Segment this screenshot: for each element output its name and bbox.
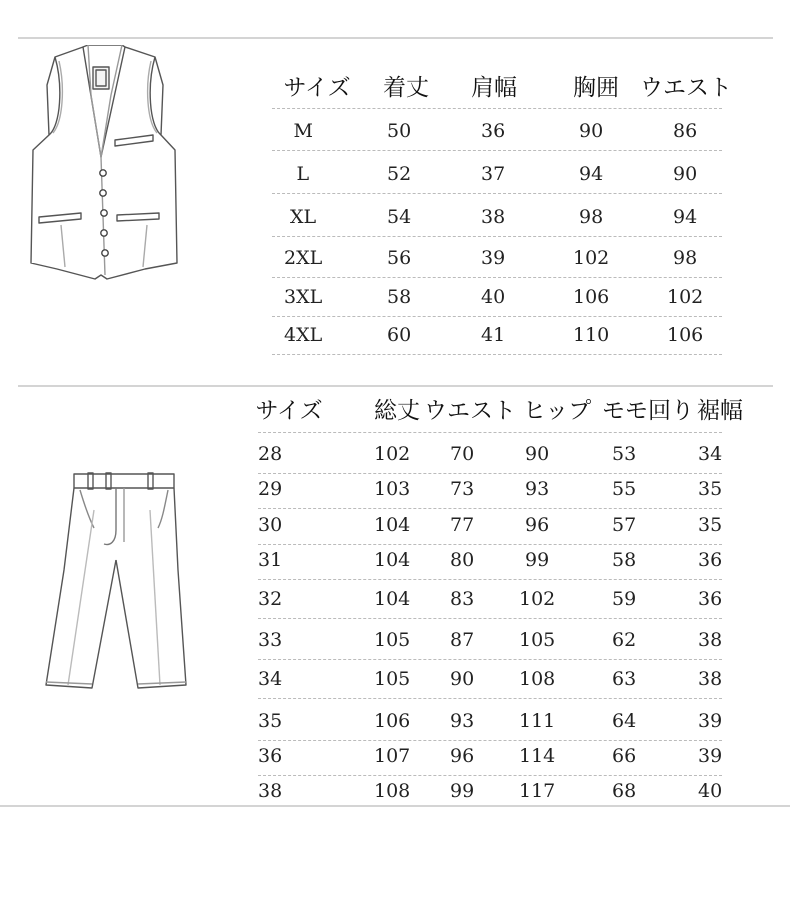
pants-cell-r3-c2: 80 <box>450 549 475 571</box>
pants-cell-r1-c2: 73 <box>450 478 475 500</box>
vest-cell-r3-c0: 2XL <box>284 247 323 269</box>
pants-header-3: ヒップ <box>523 398 592 424</box>
pants-cell-r8-c0: 36 <box>258 745 283 767</box>
pants-header-1: 総丈 <box>374 398 420 424</box>
pants-cell-r0-c3: 90 <box>525 443 550 465</box>
pants-cell-r5-c3: 105 <box>519 629 556 651</box>
vest-cell-r1-c2: 37 <box>481 163 506 185</box>
pants-cell-r8-c5: 39 <box>698 745 723 767</box>
pants-cell-r4-c5: 36 <box>698 588 723 610</box>
pants-row-divider <box>258 740 722 741</box>
pants-cell-r4-c1: 104 <box>374 588 411 610</box>
pants-cell-r0-c5: 34 <box>698 443 723 465</box>
pants-header-4: モモ回り <box>602 398 694 424</box>
pants-cell-r2-c5: 35 <box>698 514 723 536</box>
pants-cell-r5-c0: 33 <box>258 629 283 651</box>
pants-header-5: 裾幅 <box>697 398 743 424</box>
pants-cell-r7-c5: 39 <box>698 710 723 732</box>
pants-cell-r2-c4: 57 <box>612 514 637 536</box>
pants-cell-r2-c1: 104 <box>374 514 411 536</box>
vest-cell-r0-c0: M <box>293 120 313 142</box>
vest-row-divider <box>272 236 722 237</box>
pants-header-divider <box>258 432 722 433</box>
vest-header-3: 胸囲 <box>573 75 619 101</box>
vest-header-4: ウエスト <box>640 75 732 101</box>
pants-cell-r6-c0: 34 <box>258 668 283 690</box>
vest-cell-r2-c2: 38 <box>481 206 506 228</box>
vest-cell-r2-c0: XL <box>290 206 317 228</box>
vest-cell-r4-c4: 102 <box>667 286 704 308</box>
pants-cell-r6-c4: 63 <box>612 668 637 690</box>
vest-cell-r3-c3: 102 <box>573 247 610 269</box>
vest-row-divider <box>272 277 722 278</box>
pants-row-divider <box>258 775 722 776</box>
pants-cell-r9-c4: 68 <box>612 780 637 802</box>
pants-cell-r1-c5: 35 <box>698 478 723 500</box>
pants-cell-r7-c3: 111 <box>519 710 556 732</box>
bottom-divider <box>0 805 790 807</box>
vest-cell-r3-c4: 98 <box>673 247 698 269</box>
pants-cell-r3-c1: 104 <box>374 549 411 571</box>
pants-cell-r0-c0: 28 <box>258 443 283 465</box>
pants-cell-r6-c2: 90 <box>450 668 475 690</box>
pants-row-divider <box>258 698 722 699</box>
pants-cell-r5-c5: 38 <box>698 629 723 651</box>
pants-cell-r9-c2: 99 <box>450 780 475 802</box>
pants-cell-r4-c2: 83 <box>450 588 475 610</box>
pants-cell-r6-c1: 105 <box>374 668 411 690</box>
pants-cell-r5-c2: 87 <box>450 629 475 651</box>
middle-divider <box>18 385 773 387</box>
vest-cell-r2-c3: 98 <box>579 206 604 228</box>
pants-cell-r4-c4: 59 <box>612 588 637 610</box>
pants-cell-r8-c2: 96 <box>450 745 475 767</box>
vest-header-divider <box>272 108 722 109</box>
pants-cell-r9-c3: 117 <box>519 780 556 802</box>
pants-cell-r8-c4: 66 <box>612 745 637 767</box>
vest-cell-r0-c2: 36 <box>481 120 506 142</box>
pants-cell-r7-c2: 93 <box>450 710 475 732</box>
pants-cell-r3-c0: 31 <box>258 549 283 571</box>
vest-cell-r1-c1: 52 <box>387 163 412 185</box>
vest-cell-r1-c0: L <box>296 163 310 185</box>
pants-cell-r0-c2: 70 <box>450 443 475 465</box>
pants-cell-r3-c4: 58 <box>612 549 637 571</box>
pants-cell-r8-c3: 114 <box>519 745 556 767</box>
vest-cell-r2-c4: 94 <box>673 206 698 228</box>
vest-cell-r5-c2: 41 <box>481 324 506 346</box>
pants-cell-r7-c1: 106 <box>374 710 411 732</box>
vest-cell-r4-c0: 3XL <box>284 286 323 308</box>
pants-row-divider <box>258 473 722 474</box>
pants-cell-r3-c3: 99 <box>525 549 550 571</box>
pants-cell-r2-c2: 77 <box>450 514 475 536</box>
pants-cell-r9-c5: 40 <box>698 780 723 802</box>
vest-row-divider <box>272 150 722 151</box>
pants-row-divider <box>258 618 722 619</box>
vest-cell-r5-c3: 110 <box>573 324 610 346</box>
vest-cell-r4-c2: 40 <box>481 286 506 308</box>
pants-cell-r3-c5: 36 <box>698 549 723 571</box>
pants-cell-r4-c3: 102 <box>519 588 556 610</box>
pants-cell-r9-c0: 38 <box>258 780 283 802</box>
pants-cell-r7-c0: 35 <box>258 710 283 732</box>
vest-row-divider <box>272 316 722 317</box>
pants-cell-r6-c5: 38 <box>698 668 723 690</box>
vest-cell-r2-c1: 54 <box>387 206 412 228</box>
pants-cell-r0-c4: 53 <box>612 443 637 465</box>
vest-cell-r1-c4: 90 <box>673 163 698 185</box>
pants-cell-r0-c1: 102 <box>374 443 411 465</box>
vest-illustration-icon <box>25 45 185 285</box>
pants-cell-r1-c3: 93 <box>525 478 550 500</box>
vest-row-divider <box>272 354 722 355</box>
pants-cell-r8-c1: 107 <box>374 745 411 767</box>
vest-cell-r0-c4: 86 <box>673 120 698 142</box>
vest-cell-r0-c3: 90 <box>579 120 604 142</box>
vest-cell-r3-c2: 39 <box>481 247 506 269</box>
vest-cell-r4-c3: 106 <box>573 286 610 308</box>
vest-cell-r5-c4: 106 <box>667 324 704 346</box>
pants-header-2: ウエスト <box>424 398 516 424</box>
pants-row-divider <box>258 579 722 580</box>
pants-cell-r1-c1: 103 <box>374 478 411 500</box>
vest-cell-r4-c1: 58 <box>387 286 412 308</box>
pants-cell-r1-c0: 29 <box>258 478 283 500</box>
pants-cell-r7-c4: 64 <box>612 710 637 732</box>
pants-illustration-icon <box>40 470 190 692</box>
pants-header-0: サイズ <box>255 398 323 424</box>
pants-cell-r1-c4: 55 <box>612 478 637 500</box>
vest-cell-r0-c1: 50 <box>387 120 412 142</box>
pants-cell-r5-c1: 105 <box>374 629 411 651</box>
vest-header-2: 肩幅 <box>471 75 517 101</box>
pants-row-divider <box>258 659 722 660</box>
pants-cell-r2-c3: 96 <box>525 514 550 536</box>
vest-header-1: 着丈 <box>383 75 429 101</box>
pants-cell-r4-c0: 32 <box>258 588 283 610</box>
vest-header-0: サイズ <box>283 75 351 101</box>
pants-cell-r9-c1: 108 <box>374 780 411 802</box>
pants-cell-r2-c0: 30 <box>258 514 283 536</box>
vest-cell-r3-c1: 56 <box>387 247 412 269</box>
vest-cell-r5-c1: 60 <box>387 324 412 346</box>
vest-cell-r1-c3: 94 <box>579 163 604 185</box>
vest-cell-r5-c0: 4XL <box>284 324 323 346</box>
pants-row-divider <box>258 544 722 545</box>
pants-cell-r6-c3: 108 <box>519 668 556 690</box>
pants-cell-r5-c4: 62 <box>612 629 637 651</box>
pants-row-divider <box>258 508 722 509</box>
vest-row-divider <box>272 193 722 194</box>
top-divider <box>18 37 773 39</box>
